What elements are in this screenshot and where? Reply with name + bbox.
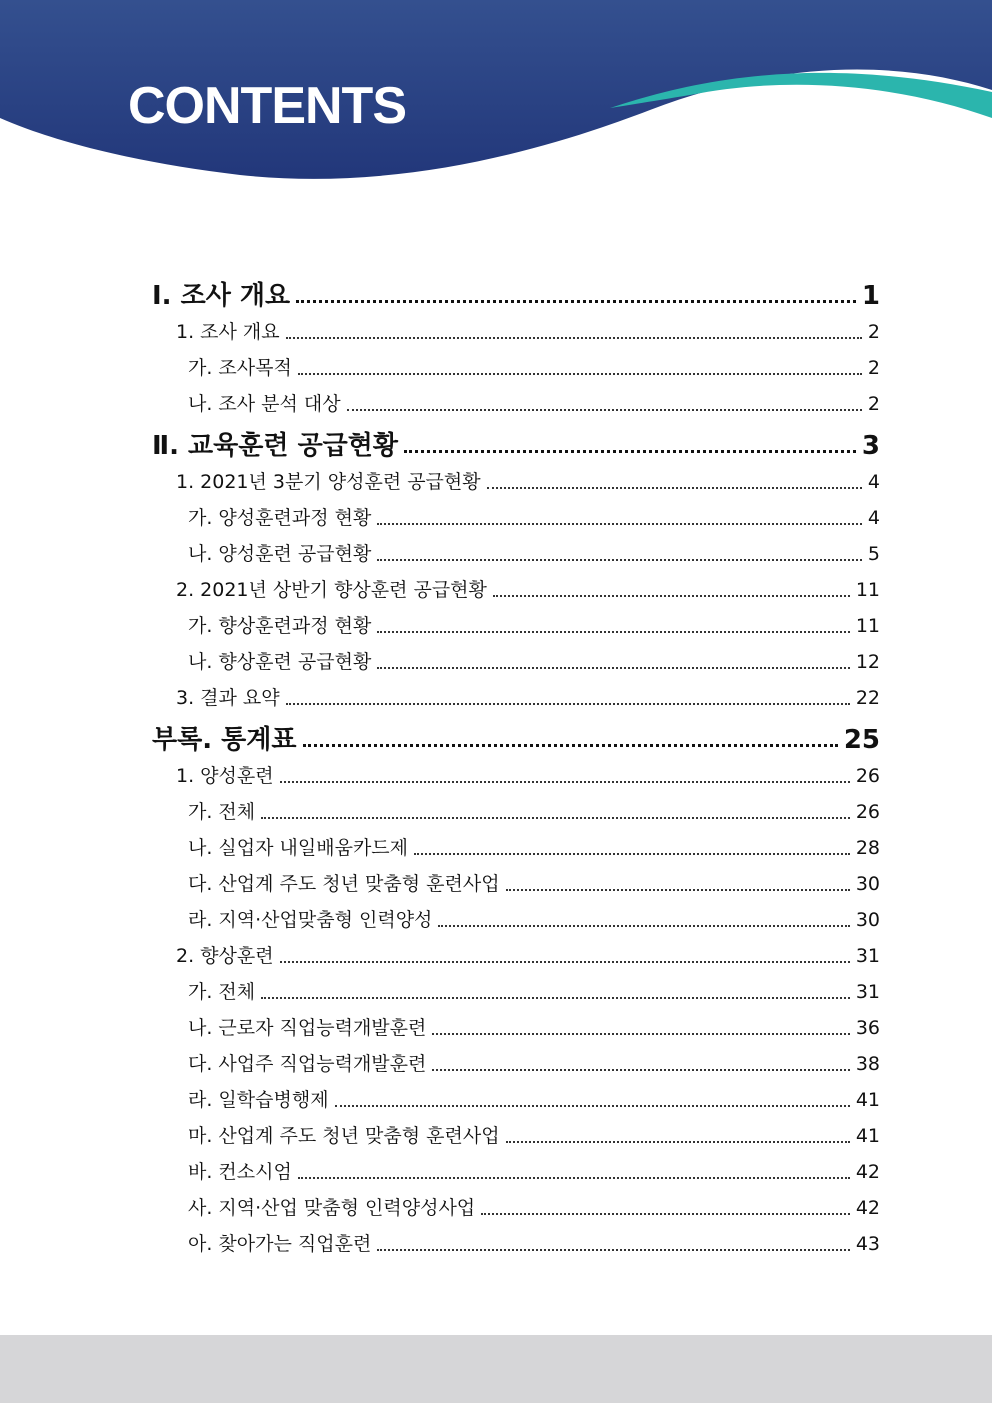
toc-entry-page-number: 2: [867, 393, 880, 415]
toc-entry-label: 나. 실업자 내일배움카드제: [188, 837, 409, 859]
toc-entry-level-3[interactable]: [188, 797, 880, 825]
toc-entry-page-number: 26: [855, 765, 880, 787]
toc-entry-label: 가. 양성훈련과정 현황: [188, 507, 372, 529]
dot-leader: [335, 1105, 850, 1107]
toc-entry-page-number: 1: [861, 281, 880, 311]
toc-entry-level-2[interactable]: [176, 467, 880, 495]
toc-entry-page-number: 22: [855, 687, 880, 709]
dot-leader: [493, 595, 850, 597]
dot-leader: [377, 523, 862, 525]
toc-entry-label: 2. 2021년 상반기 향상훈련 공급현황: [176, 579, 487, 601]
toc-entry-page-number: 5: [867, 543, 880, 565]
toc-entry-label: 나. 향상훈련 공급현황: [188, 651, 372, 673]
toc-entry-label: 가. 조사목적: [188, 357, 292, 379]
toc-entry-page-number: 31: [855, 945, 880, 967]
footer-band: [0, 1335, 992, 1403]
toc-entry-page-number: 28: [855, 837, 880, 859]
dot-leader: [286, 703, 850, 705]
toc-entry-level-3[interactable]: [188, 1085, 880, 1113]
toc-entry-level-3[interactable]: [188, 869, 880, 897]
toc-entry-level-2[interactable]: [176, 575, 880, 603]
toc-entry-page-number: 42: [855, 1161, 880, 1183]
toc-entry-label: 나. 근로자 직업능력개발훈련: [188, 1017, 427, 1039]
toc-entry-label: 나. 양성훈련 공급현황: [188, 543, 372, 565]
toc-entry-level-3[interactable]: [188, 1049, 880, 1077]
dot-leader: [286, 337, 862, 339]
dot-leader: [377, 667, 850, 669]
toc-entry-page-number: 11: [855, 615, 880, 637]
dot-leader: [377, 559, 862, 561]
toc-entry-level-2[interactable]: [176, 683, 880, 711]
dot-leader: [261, 817, 850, 819]
dot-leader: [280, 961, 850, 963]
toc-entry-label: 1. 양성훈련: [176, 765, 274, 787]
toc-entry-level-3[interactable]: [188, 503, 880, 531]
toc-entry-page-number: 41: [855, 1089, 880, 1111]
toc-entry-level-2[interactable]: [176, 317, 880, 345]
toc-entry-level-3[interactable]: [188, 1013, 880, 1041]
toc-entry-label: Ⅱ. 교육훈련 공급현황: [152, 431, 399, 461]
dot-leader: [506, 1141, 850, 1143]
dot-leader: [347, 409, 862, 411]
toc-entry-label: 1. 2021년 3분기 양성훈련 공급현황: [176, 471, 481, 493]
toc-entry-page-number: 41: [855, 1125, 880, 1147]
toc-entry-label: 부록. 통계표: [152, 725, 297, 755]
toc-entry-level-3[interactable]: [188, 977, 880, 1005]
toc-entry-level-2[interactable]: [176, 941, 880, 969]
dot-leader: [377, 631, 850, 633]
toc-entry-label: 사. 지역·산업 맞춤형 인력양성사업: [188, 1197, 476, 1219]
toc-entry-page-number: 12: [855, 651, 880, 673]
toc-entry-page-number: 26: [855, 801, 880, 823]
dot-leader: [298, 373, 862, 375]
dot-leader: [280, 781, 850, 783]
dot-leader: [303, 744, 838, 747]
toc-entry-label: 2. 향상훈련: [176, 945, 274, 967]
toc-entry-page-number: 4: [867, 507, 880, 529]
toc-entry-label: 라. 지역·산업맞춤형 인력양성: [188, 909, 433, 931]
dot-leader: [404, 450, 856, 453]
toc-entry-label: 가. 전체: [188, 981, 256, 1003]
toc-entry-level-3[interactable]: [188, 1229, 880, 1257]
toc-entry-page-number: 4: [867, 471, 880, 493]
toc-entry-page-number: 36: [855, 1017, 880, 1039]
toc-entry-page-number: 43: [855, 1233, 880, 1255]
dot-leader: [432, 1033, 849, 1035]
toc-entry-page-number: 11: [855, 579, 880, 601]
toc-entry-page-number: 2: [867, 321, 880, 343]
toc-entry-level-3[interactable]: [188, 647, 880, 675]
dot-leader: [506, 889, 850, 891]
toc-entry-level-3[interactable]: [188, 833, 880, 861]
toc-entry-label: 바. 컨소시엄: [188, 1161, 292, 1183]
toc-entry-label: 가. 전체: [188, 801, 256, 823]
toc-entry-label: 3. 결과 요약: [176, 687, 280, 709]
dot-leader: [487, 487, 862, 489]
toc-entry-page-number: 30: [855, 873, 880, 895]
dot-leader: [432, 1069, 849, 1071]
toc-entry-level-3[interactable]: [188, 905, 880, 933]
toc-entry-page-number: 42: [855, 1197, 880, 1219]
toc-entry-level-3[interactable]: [188, 1157, 880, 1185]
toc-entry-level-2[interactable]: [176, 761, 880, 789]
toc-entry-page-number: 30: [855, 909, 880, 931]
dot-leader: [438, 925, 849, 927]
toc-entry-page-number: 3: [861, 431, 880, 461]
toc-entry-level-1[interactable]: [152, 719, 880, 755]
toc-entry-level-1[interactable]: [152, 275, 880, 311]
toc-entry-level-3[interactable]: [188, 389, 880, 417]
toc-entry-label: 나. 조사 분석 대상: [188, 393, 341, 415]
toc-entry-page-number: 38: [855, 1053, 880, 1075]
toc-entry-label: 1. 조사 개요: [176, 321, 280, 343]
dot-leader: [298, 1177, 850, 1179]
toc-entry-label: 라. 일학습병행제: [188, 1089, 329, 1111]
toc-entry-page-number: 31: [855, 981, 880, 1003]
toc-entry-level-1[interactable]: [152, 425, 880, 461]
toc-entry-label: 다. 사업주 직업능력개발훈련: [188, 1053, 427, 1075]
toc-entry-label: 가. 향상훈련과정 현황: [188, 615, 372, 637]
toc-entry-page-number: 2: [867, 357, 880, 379]
toc-entry-level-3[interactable]: [188, 1121, 880, 1149]
toc-entry-level-3[interactable]: [188, 539, 880, 567]
toc-entry-level-3[interactable]: [188, 353, 880, 381]
toc-entry-label: 다. 산업계 주도 청년 맞춤형 훈련사업: [188, 873, 500, 895]
dot-leader: [261, 997, 850, 999]
page-title: CONTENTS: [128, 77, 406, 135]
toc-entry-level-3[interactable]: [188, 1193, 880, 1221]
dot-leader: [414, 853, 850, 855]
toc-entry-page-number: 25: [843, 725, 880, 755]
toc-entry-level-3[interactable]: [188, 611, 880, 639]
toc-entry-label: 마. 산업계 주도 청년 맞춤형 훈련사업: [188, 1125, 500, 1147]
dot-leader: [377, 1249, 850, 1251]
dot-leader: [296, 300, 856, 303]
toc-entry-label: Ⅰ. 조사 개요: [152, 281, 291, 311]
toc-entry-label: 아. 찾아가는 직업훈련: [188, 1233, 372, 1255]
dot-leader: [481, 1213, 850, 1215]
